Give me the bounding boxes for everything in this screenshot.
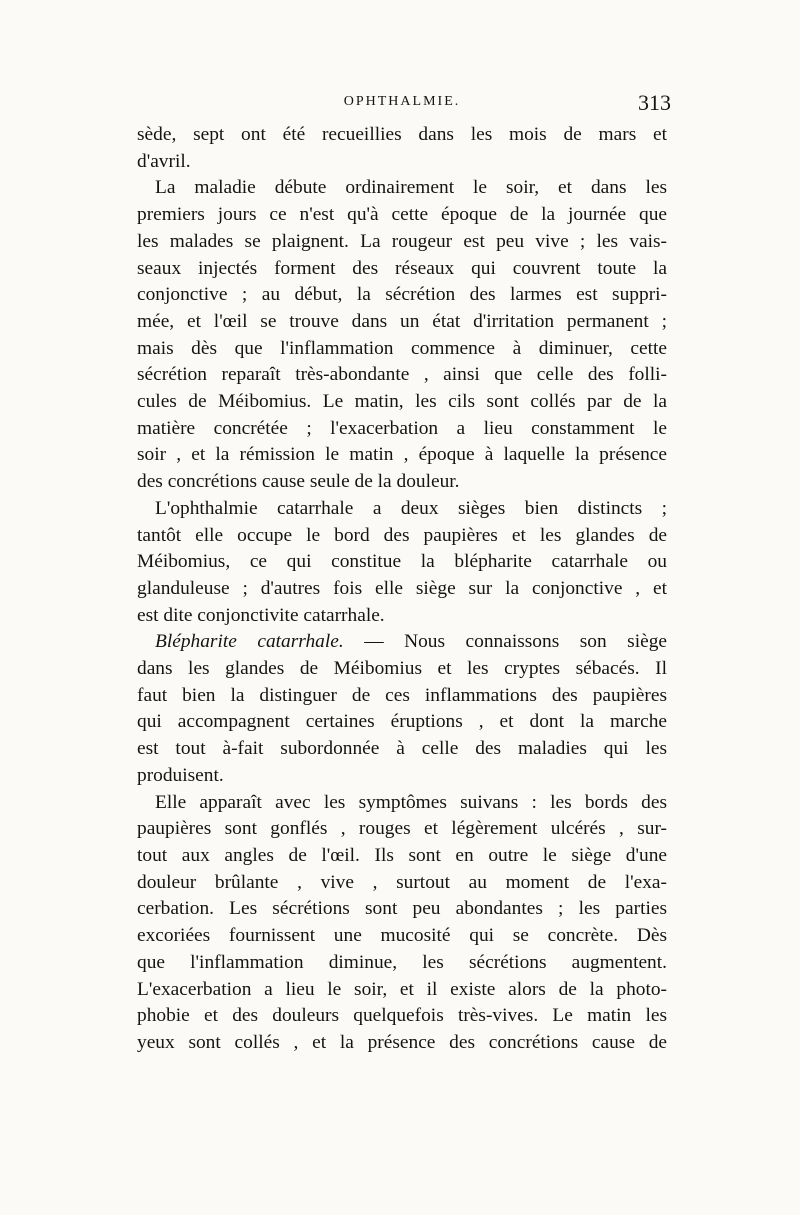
section-heading: Blépharite catarrhale. [155,631,344,653]
text-line: Elle apparaît avec les symptômes suivans : les bords des [155,791,667,813]
text-line: soir , et la rémission le matin , époque à laquelle la présence [137,444,667,466]
text-line: cules de Méibomius. Le matin, les cils sont collés par de la [137,391,667,413]
text-line: L'ophthalmie catarrhale a deux sièges bien distincts ; [155,497,667,519]
text-line: Méibomius, ce qui constitue la blépharite catarrhale ou [137,551,667,573]
text-line: glanduleuse ; d'autres fois elle siège sur la conjonctive , et [137,577,667,599]
body-text [137,122,667,1057]
text-line: mais dès que l'inflammation commence à diminuer, cette [137,337,667,359]
text-line: phobie et des douleurs quelquefois très-vives. Le matin les [137,1005,667,1027]
book-page [137,90,671,1057]
running-title: OPHTHALMIE. [343,94,461,109]
paragraph-seats [137,496,667,630]
text-line: paupières sont gonflés , rouges et légèrement ulcérés , sur- [137,818,667,840]
running-head [137,90,671,122]
text-line: qui accompagnent certaines éruptions , et dont la marche [137,711,667,733]
paragraph-continuation [137,122,667,175]
text-line: les malades se plaignent. La rougeur est peu vive ; les vais- [137,230,667,252]
text-line: L'exacerbation a lieu le soir, et il existe alors de la photo- [137,978,667,1000]
text-line: cerbation. Les sécrétions sont peu abondantes ; les parties [137,898,667,920]
text-line: seaux injectés forment des réseaux qui couvrent toute la [137,257,667,279]
text-line: La maladie débute ordinairement le soir, et dans les [155,177,667,199]
text-line: tantôt elle occupe le bord des paupières et les glandes de [137,524,667,546]
text-line: que l'inflammation diminue, les sécrétions augmentent. [137,951,667,973]
text-line: premiers jours ce n'est qu'à cette époque de la journée que [137,204,667,226]
text-line: est dite conjonctivite catarrhale. [137,604,385,626]
text-line: d'avril. [137,150,191,172]
text-line: produisent. [137,764,224,786]
page-number: 313 [638,90,671,115]
text-line: douleur brûlante , vive , surtout au moment de l'exa- [137,871,667,893]
paragraph-onset [137,175,667,495]
text-line: tout aux angles de l'œil. Ils sont en outre le siège d'une [137,844,667,866]
text-line: sécrétion reparaît très-abondante , ainsi que celle des folli- [137,364,667,386]
text-line: excoriées fournissent une mucosité qui se concrète. Dès [137,925,667,947]
text-line: conjonctive ; au début, la sécrétion des larmes est suppri- [137,284,667,306]
text-line: des concrétions cause seule de la douleur. [137,471,460,493]
text-line: dans les glandes de Méibomius et les cryptes sébacés. Il [137,658,667,680]
text-line: yeux sont collés , et la présence des concrétions cause de [137,1031,667,1053]
text-line: faut bien la distinguer de ces inflammations des paupières [137,684,667,706]
text-line [137,629,667,656]
text-line: matière concrétée ; l'exacerbation a lieu constamment le [137,417,667,439]
text-line: mée, et l'œil se trouve dans un état d'irritation permanent ; [137,310,667,332]
paragraph-symptoms [137,790,667,1057]
text-line: est tout à-fait subordonnée à celle des maladies qui les [137,738,667,760]
text-line: sède, sept ont été recueillies dans les mois de mars et [137,124,667,145]
text-run: — Nous connaissons son siège [343,631,668,653]
paragraph-blepharite [137,629,667,789]
